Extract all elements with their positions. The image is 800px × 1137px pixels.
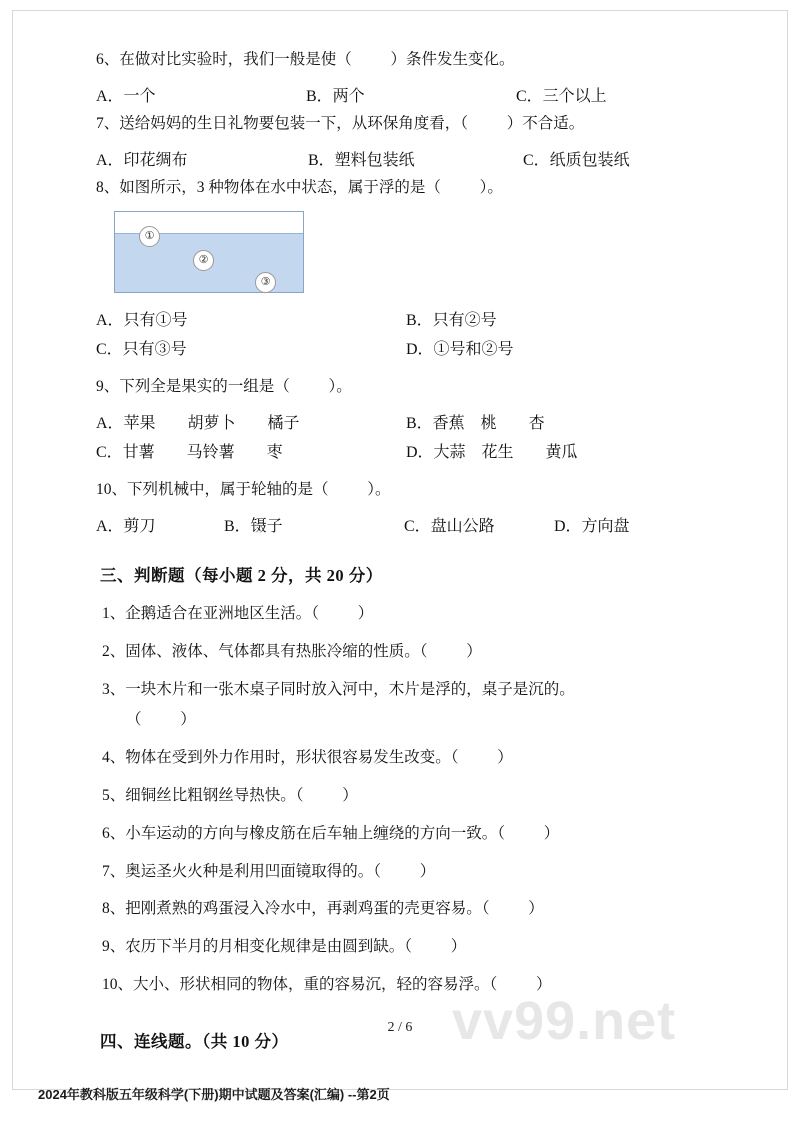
question-9-options-row-2 xyxy=(96,439,716,462)
question-9-option-b: B．香蕉 桃 杏 xyxy=(406,415,545,433)
question-7-option-a: A．印花绸布 xyxy=(96,152,188,170)
true-false-item-6: 6、小车运动的方向与橡皮筋在后车轴上缠绕的方向一致。（ ） xyxy=(102,824,560,842)
page-content xyxy=(96,48,716,1068)
question-10-option-c: C．盘山公路 xyxy=(404,518,495,536)
question-8-figure xyxy=(114,211,716,293)
true-false-item-3: 3、一块木片和一张木桌子同时放入河中，木片是浮的，桌子是沉的。 xyxy=(102,680,575,698)
document-footer: 2024年教科版五年级科学(下册)期中试题及答案(汇编) --第2页 xyxy=(38,1087,390,1102)
question-6-option-b: B．两个 xyxy=(306,88,365,106)
question-8-options-row-2 xyxy=(96,336,716,359)
question-9-option-c: C．甘薯 马铃薯 枣 xyxy=(96,444,283,462)
question-10-stem: 10、下列机械中，属于轮轴的是（ ）。 xyxy=(96,481,391,499)
question-8-option-b: B．只有②号 xyxy=(406,312,497,330)
section-matching-title: 四、连线题。（共 10 分） xyxy=(100,1031,289,1051)
question-6-stem: 6、在做对比实验时，我们一般是使（ ）条件发生变化。 xyxy=(96,51,515,68)
question-9-options-row-1 xyxy=(96,410,716,433)
beaker-container xyxy=(114,211,304,293)
true-false-item-2: 2、固体、液体、气体都具有热胀冷缩的性质。（ ） xyxy=(102,642,482,660)
floating-object-2: ② xyxy=(193,250,214,271)
question-10-options xyxy=(96,513,716,536)
question-7-options xyxy=(96,147,716,170)
question-6-options xyxy=(96,83,716,106)
question-8-options-row-1 xyxy=(96,307,716,330)
question-10-option-a: A．剪刀 xyxy=(96,518,156,536)
true-false-item-8: 8、把刚煮熟的鸡蛋浸入冷水中，再剥鸡蛋的壳更容易。（ ） xyxy=(102,900,544,918)
true-false-item-9: 9、农历下半月的月相变化规律是由圆到缺。（ ） xyxy=(102,938,467,956)
question-10-option-b: B．镊子 xyxy=(224,518,283,536)
true-false-item-5: 5、细铜丝比粗钢丝导热快。（ ） xyxy=(102,787,358,805)
question-9-stem: 9、下列全是果实的一组是（ ）。 xyxy=(96,378,352,396)
question-9-option-d: D．大蒜 花生 黄瓜 xyxy=(406,444,578,462)
question-7-stem: 7、送给妈妈的生日礼物要包装一下，从环保角度看，（ ）不合适。 xyxy=(96,115,585,133)
true-false-item-3-continued: （ ） xyxy=(126,711,196,729)
section-true-false-title: 三、判断题（每小题 2 分，共 20 分） xyxy=(100,566,383,586)
true-false-item-7: 7、奥运圣火火种是利用凹面镜取得的。（ ） xyxy=(102,862,436,880)
question-8-option-d: D．①号和②号 xyxy=(406,341,514,359)
question-7-option-b: B．塑料包装纸 xyxy=(308,152,415,170)
page-number: 2 / 6 xyxy=(387,1020,413,1035)
question-8-stem: 8、如图所示，3 种物体在水中状态，属于浮的是（ ）。 xyxy=(96,179,503,197)
question-6-option-c: C．三个以上 xyxy=(516,88,607,106)
true-false-item-4: 4、物体在受到外力作用时，形状很容易发生改变。（ ） xyxy=(102,749,513,767)
question-8-option-c: C．只有③号 xyxy=(96,341,187,359)
question-7-option-c: C．纸质包装纸 xyxy=(523,152,630,170)
question-9-option-a: A．苹果 胡萝卜 橘子 xyxy=(96,415,300,433)
question-6-option-a: A．一个 xyxy=(96,88,156,106)
sinking-object-3: ③ xyxy=(255,272,276,293)
watermark: vv99.net xyxy=(452,991,677,1051)
question-10-option-d: D．方向盘 xyxy=(554,518,630,536)
question-8-option-a: A．只有①号 xyxy=(96,312,188,330)
floating-object-1: ① xyxy=(139,226,160,247)
true-false-item-10: 10、大小、形状相同的物体，重的容易沉，轻的容易浮。（ ） xyxy=(102,976,552,994)
true-false-item-1: 1、企鹅适合在亚洲地区生活。（ ） xyxy=(102,605,374,623)
